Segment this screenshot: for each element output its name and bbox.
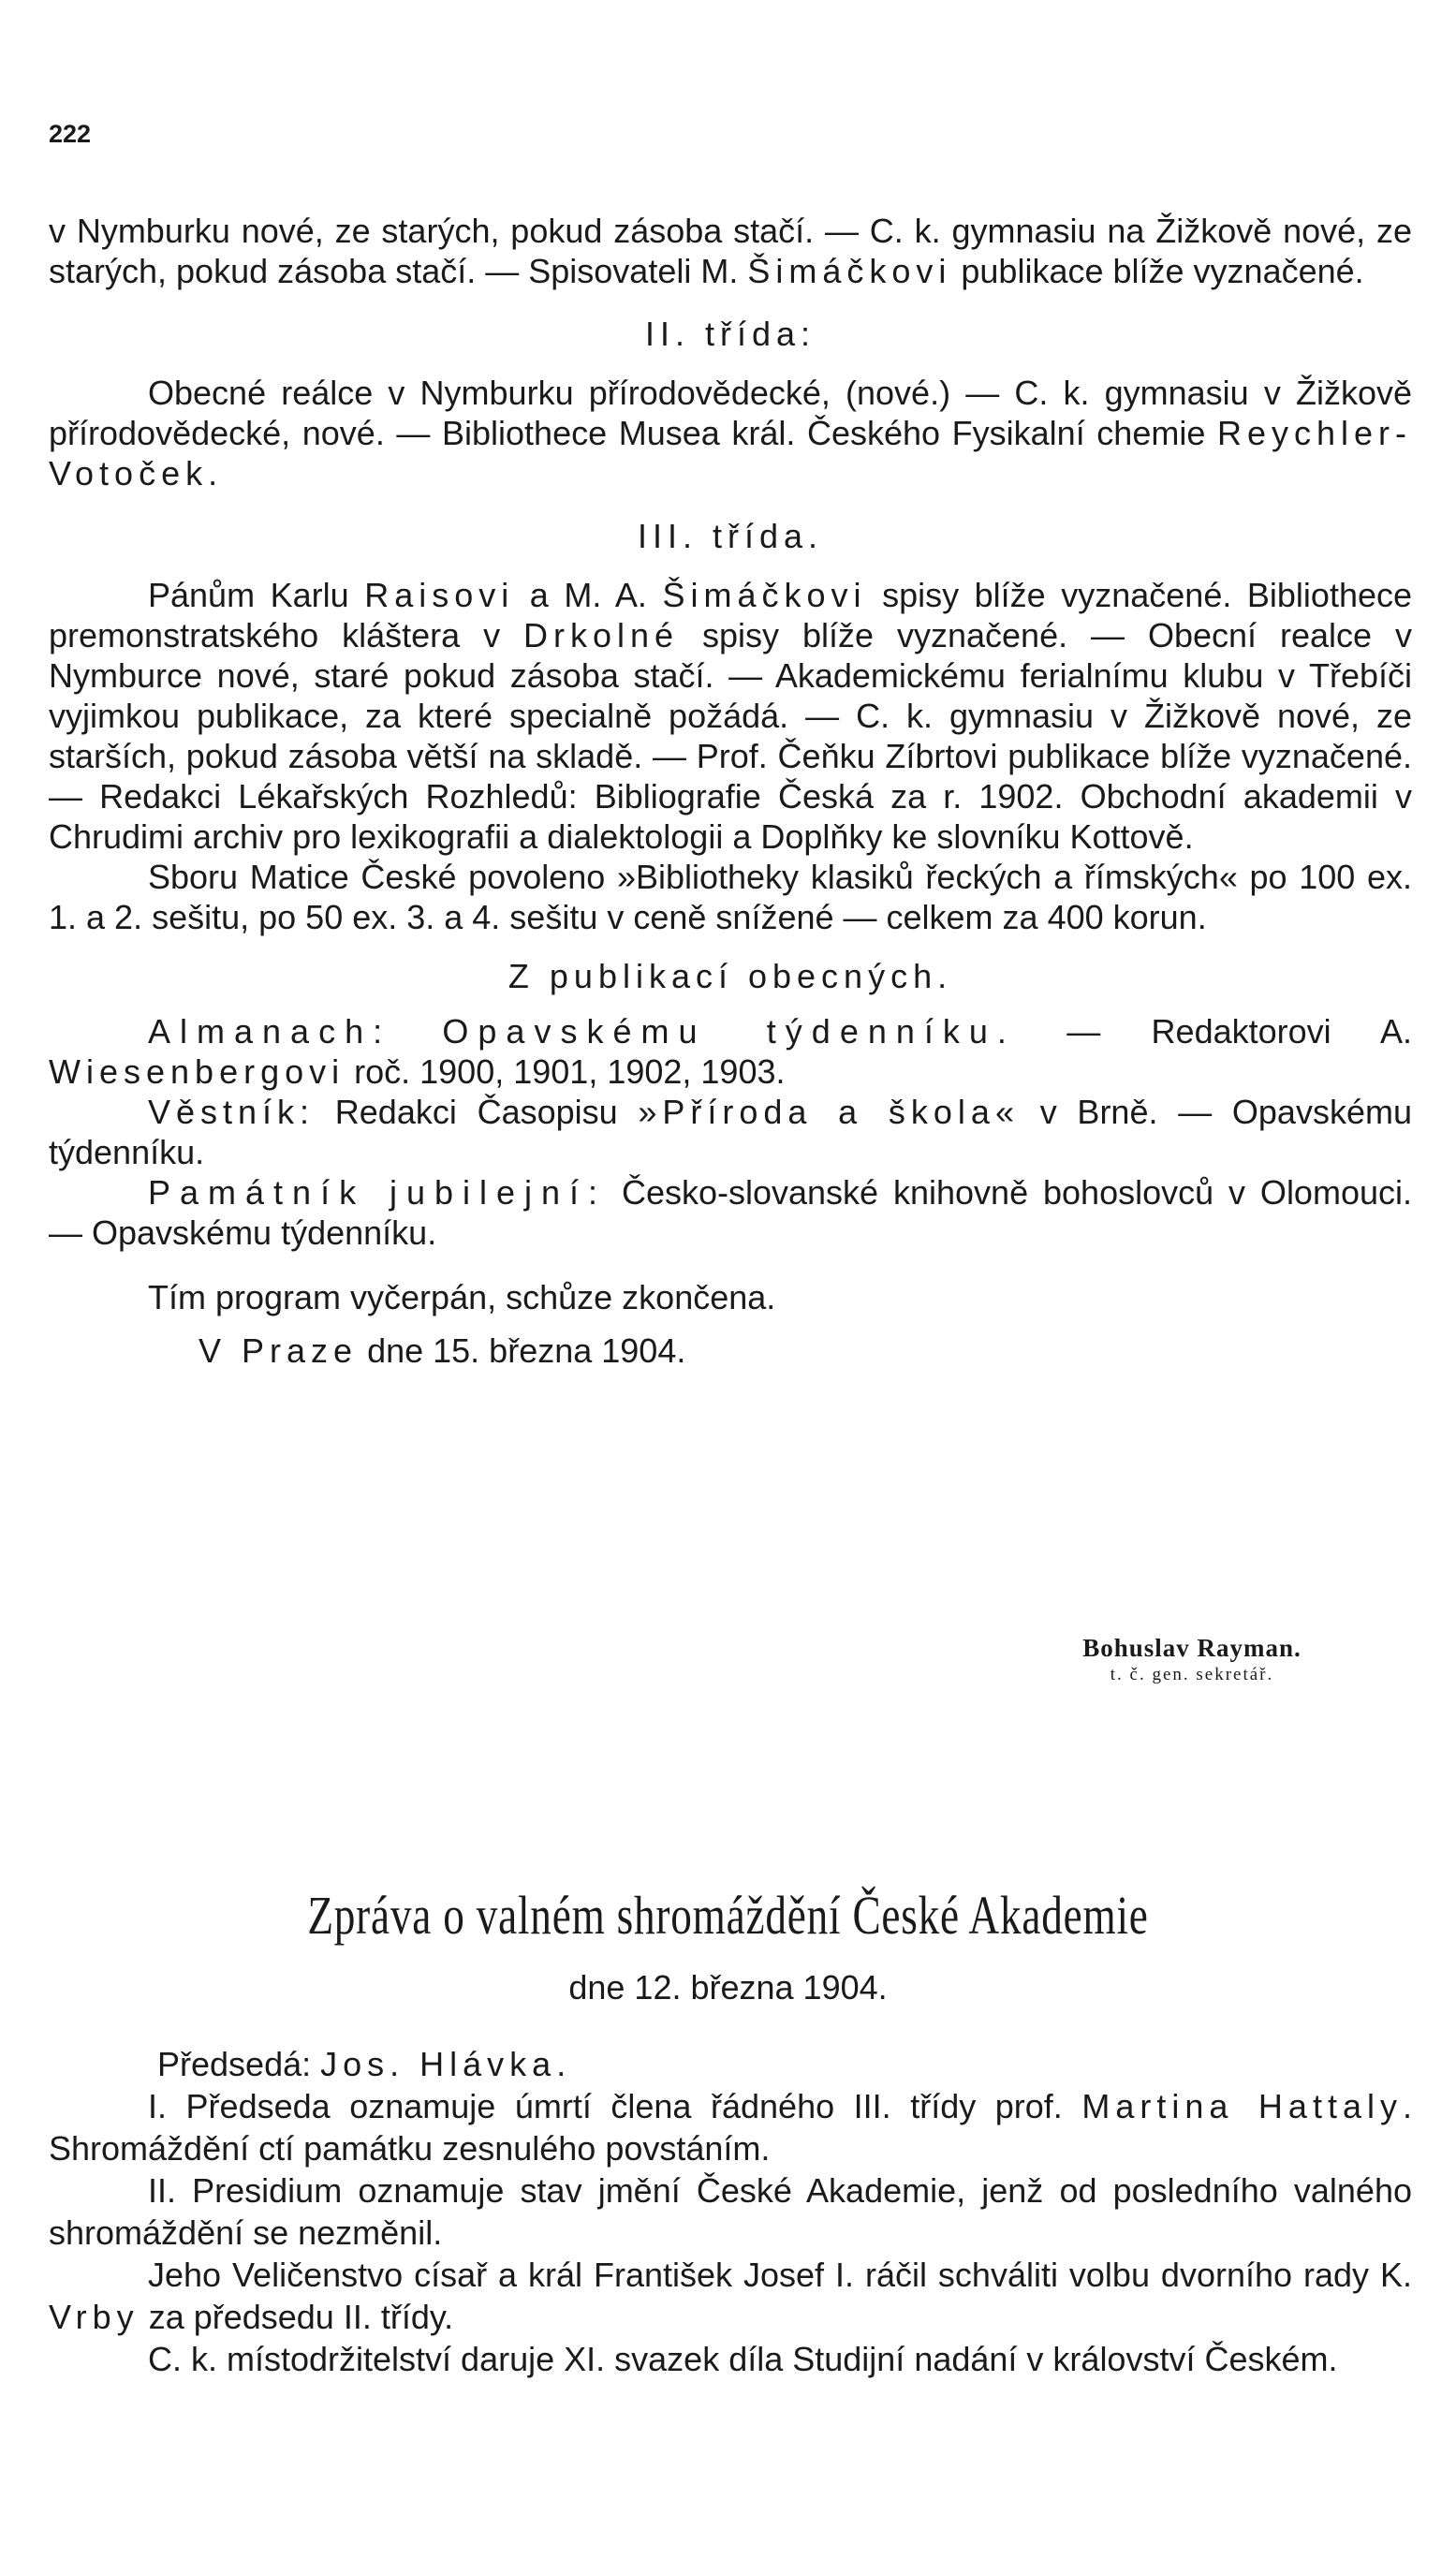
section-heading-class3: III. třída. [637,517,824,555]
label-vestnik: Věstník: [148,1093,316,1131]
paragraph-class2 [49,373,1412,493]
closing-line: Tím program vyčerpán, schůze zkončena. [148,1278,776,1316]
signature-block [1037,1634,1346,1685]
paragraph-almanach [49,1011,1412,1092]
text-run: — Redaktorovi A. [1015,1012,1412,1051]
section-heading-class2: II. třída: [644,315,816,353]
text-run: spisy blíže vyznačené. — Obecní realce v Nymburce nové, staré pokud zásoba stačí. — Akademickému ferialnímu klubu v Třebíči vyjimkou publikace, za které specialně požádá. — C. k. gymnasiu v Žižkově nové, ze starších, pokud zásoba větší na skladě. — Prof. Čeňku Zíbrtovi publikace blíže vyznačené. — Redakci Lékařských Rozhledů: Bibliografie Česká za r. 1902. Obchodní akademii v Chrudimi archiv pro lexikografii a dialektologii a Doplňky ke slovníku Kottově. [49,616,1412,856]
text-run: . Shromáždění ctí památku zesnulého povstáním. [49,2087,1412,2168]
publication-name: »Příroda a škola« [638,1093,1020,1131]
label-chair: Předsedá: [157,2045,321,2083]
text-run: Redakci Časopisu [315,1093,639,1131]
text-run: I. Předseda oznamuje úmrtí člena řádného III. třídy prof. [148,2087,1082,2125]
label-almanach: Almanach: [148,1012,392,1051]
text-run: v Nymburku nové, ze starých, pokud zásoba stačí. — C. k. gymnasiu na Žižkově nové, ze starých, pokud zásoba stačí. — Spisovateli M. [49,212,1412,290]
paragraph-report-2: II. Presidium oznamuje stav jmění České Akademie, jenž od posledního valného shromáždění se nezměnil. [49,2171,1412,2252]
text-run: v Brně. — Opavskému týdenníku. [49,1093,1412,1171]
person-name: Wiesenbergovi [49,1052,346,1091]
text-run: spisy blíže vyznačené. Bibliothece premonstratského kláštera v [49,576,1413,654]
section-heading-public: Z publikací obecných. [507,957,953,995]
text-run: roč. 1900, 1901, 1902, 1903. [345,1052,786,1091]
text-run: Jeho Veličenstvo císař a král František Josef I. ráčil schváliti volbu dvorního rady K. [148,2256,1412,2294]
person-name: Vrby [49,2298,140,2336]
paragraph-chair [49,2043,1412,2085]
person-name: Raisovi [364,576,515,614]
text-run: za předsedu II. třídy. [139,2298,454,2336]
person-name: Martina Hattaly [1081,2087,1403,2125]
person-name: Šimáčkovi [747,252,952,290]
label-pamatnik: Památník jubilejní: [148,1173,608,1212]
closing-date [49,1330,1412,1371]
report-title: Zpráva o valném shromáždění České Akademie [307,1885,1149,1946]
text-run: Obecné reálce v Nymburku přírodovědecké, (nové.) — C. k. gymnasiu v Žižkově přírodovědecké, nové. — Bibliothece Musea král. Českého Fysikalní chemie [49,374,1412,452]
place-name: V Praze [199,1331,359,1370]
body-text [49,211,1412,1371]
paragraph-class3-a [49,575,1412,857]
report-date: dne 12. března 1904. [568,1968,888,2007]
publication-name: Opavskému týdenníku. [442,1012,1016,1051]
text-run: Česko-slovanské knihovně bohoslovců v Olomouci. — Opavskému týdenníku. [49,1173,1412,1252]
place-name: Drkolné [523,616,680,654]
paragraph-vestnik [49,1092,1412,1172]
text-run: Pánům Karlu [148,576,365,614]
text-run: a M. A. [514,576,663,614]
text-run: . [556,2045,566,2083]
paragraph-report-1 [49,2085,1412,2169]
paragraph-report-4: C. k. místodržitelství daruje XI. svazek díla Studijní nadání v království Českém. [148,2340,1338,2378]
page-number: 222 [49,120,92,148]
paragraph-pamatnik [49,1172,1412,1253]
person-name: Jos. Hlávka [320,2045,557,2083]
person-name: Šimáčkovi [662,576,867,614]
signature-name: Bohuslav Rayman. [1082,1634,1302,1662]
paragraph-class3-b: Sboru Matice České povoleno »Bibliotheky klasiků řeckých a římských« po 100 ex. 1. a 2. sešitu, po 50 ex. 3. a 4. sešitu v ceně snížené — celkem za 400 korun. [49,858,1412,936]
publication-name: Reychler-Votoček. [49,414,1412,492]
text-run: publikace blíže vyznačené. [951,252,1364,290]
report-body [49,2043,1412,2380]
text-run: dne 15. března 1904. [358,1331,686,1370]
paragraph-intro [49,211,1412,291]
paragraph-report-3 [49,2254,1412,2338]
signature-role: t. č. gen. sekretář. [1110,1665,1274,1684]
